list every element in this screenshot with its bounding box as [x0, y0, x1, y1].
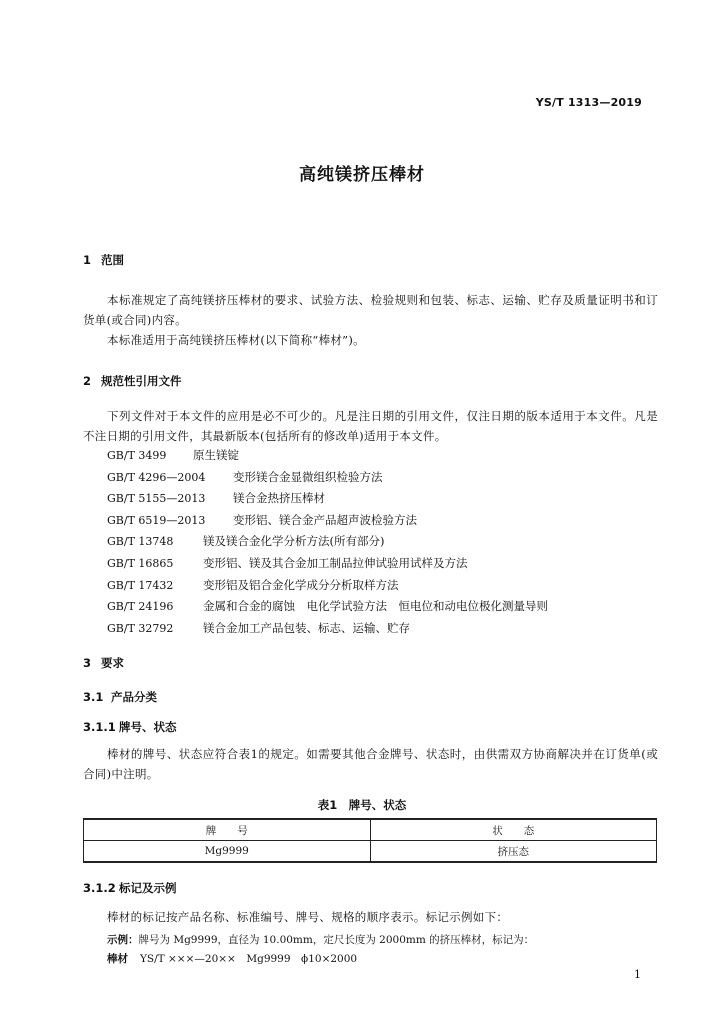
reference-title: 镁合金加工产品包装、标志、运输、贮存 [203, 620, 410, 635]
normative-references-list [107, 445, 548, 639]
reference-code: GB/T 17432 [107, 578, 174, 592]
marking-result [107, 951, 357, 966]
subsection-number: 3.1.2 [83, 881, 116, 895]
subsection-3-1-2-heading [83, 880, 177, 896]
reference-code: GB/T 32792 [107, 621, 174, 635]
table-header-row [84, 819, 657, 841]
reference-item [107, 445, 548, 467]
reference-title: 变形镁合金显微组织检验方法 [233, 469, 383, 484]
reference-title: 变形铝及铝合金化学成分分析取样方法 [203, 577, 399, 592]
reference-code: GB/T 13748 [107, 535, 174, 549]
section-title: 要求 [101, 656, 124, 670]
section-2-heading [83, 373, 182, 389]
reference-item [107, 553, 548, 575]
table-header-cell: 牌 号 [84, 819, 371, 841]
reference-item [107, 488, 548, 510]
page-number: 1 [634, 968, 641, 981]
reference-code: GB/T 24196 [107, 600, 174, 614]
section-1-paragraph-1: 本标准规定了高纯镁挤压棒材的要求、试验方法、检验规则和包装、标志、运输、贮存及质量证明书和订货单(或合同)内容。 [83, 293, 658, 327]
subsection-3-1-2-paragraph: 棒材的标记按产品名称、标准编号、牌号、规格的顺序表示。标记示例如下： [107, 910, 509, 924]
reference-title: 镁及镁合金化学分析方法(所有部分) [203, 534, 385, 549]
section-number: 1 [83, 253, 92, 267]
section-2-intro: 下列文件对于本文件的应用是必不可少的。凡是注日期的引用文件，仅注日期的版本适用于本文件。凡是不注日期的引用文件，其最新版本(包括所有的修改单)适用于本文件。 [83, 409, 658, 443]
reference-title: 变形铝、镁及其合金加工制品拉伸试验用试样及方法 [203, 555, 468, 570]
table-1 [83, 818, 657, 863]
section-number: 2 [83, 374, 92, 388]
reference-code: GB/T 6519—2013 [107, 513, 206, 527]
subsection-title: 牌号、状态 [119, 720, 177, 734]
table-header-cell: 状 态 [370, 819, 657, 841]
example-text: 牌号为 Mg9999，直径为 10.00mm，定尺长度为 2000mm 的挤压棒材，标记为： [138, 934, 535, 946]
reference-code: GB/T 5155—2013 [107, 492, 206, 506]
reference-code: GB/T 16865 [107, 556, 174, 570]
section-3-heading [83, 655, 124, 671]
reference-item [107, 510, 548, 532]
section-number: 3 [83, 656, 92, 670]
reference-item [107, 618, 548, 640]
reference-item [107, 575, 548, 597]
table-1-caption: 表1 牌号、状态 [317, 798, 407, 812]
reference-title: 变形铝、镁合金产品超声波检验方法 [233, 512, 417, 527]
subsection-title: 产品分类 [111, 690, 157, 704]
reference-code: GB/T 3499 [107, 449, 167, 462]
marking-text: YS/T ×××—20×× Mg9999 ϕ10×2000 [140, 953, 358, 965]
table-cell: 挤压态 [370, 841, 657, 863]
reference-item [107, 596, 548, 618]
document-title: 高纯镁挤压棒材 [299, 165, 425, 185]
table-cell: Mg9999 [84, 841, 371, 863]
subsection-3-1-1-heading [83, 719, 177, 735]
section-1-paragraph-2: 本标准适用于高纯镁挤压棒材(以下简称“棒材”)。 [107, 333, 365, 347]
section-title: 规范性引用文件 [101, 374, 182, 388]
reference-code: GB/T 4296—2004 [107, 470, 206, 484]
reference-item [107, 531, 548, 553]
section-1-heading [83, 252, 124, 268]
subsection-3-1-heading [83, 689, 157, 705]
marking-label: 棒材 [107, 953, 128, 965]
reference-title: 金属和合金的腐蚀 电化学试验方法 恒电位和动电位极化测量导则 [203, 599, 548, 614]
standard-number: YS/T 1313—2019 [535, 96, 642, 109]
subsection-3-1-1-paragraph: 棒材的牌号、状态应符合表1的规定。如需要其他合金牌号、状态时，由供需双方协商解决并在订货单(或合同)中注明。 [83, 747, 658, 781]
example-label: 示例： [107, 934, 139, 946]
reference-title: 镁合金热挤压棒材 [233, 491, 325, 506]
subsection-number: 3.1.1 [83, 720, 116, 734]
reference-title: 原生镁锭 [193, 448, 239, 462]
section-title: 范围 [101, 253, 124, 267]
reference-item [107, 467, 548, 489]
subsection-number: 3.1 [83, 690, 104, 704]
subsection-title: 标记及示例 [119, 881, 177, 895]
marking-example [107, 932, 534, 947]
table-row [84, 841, 657, 863]
